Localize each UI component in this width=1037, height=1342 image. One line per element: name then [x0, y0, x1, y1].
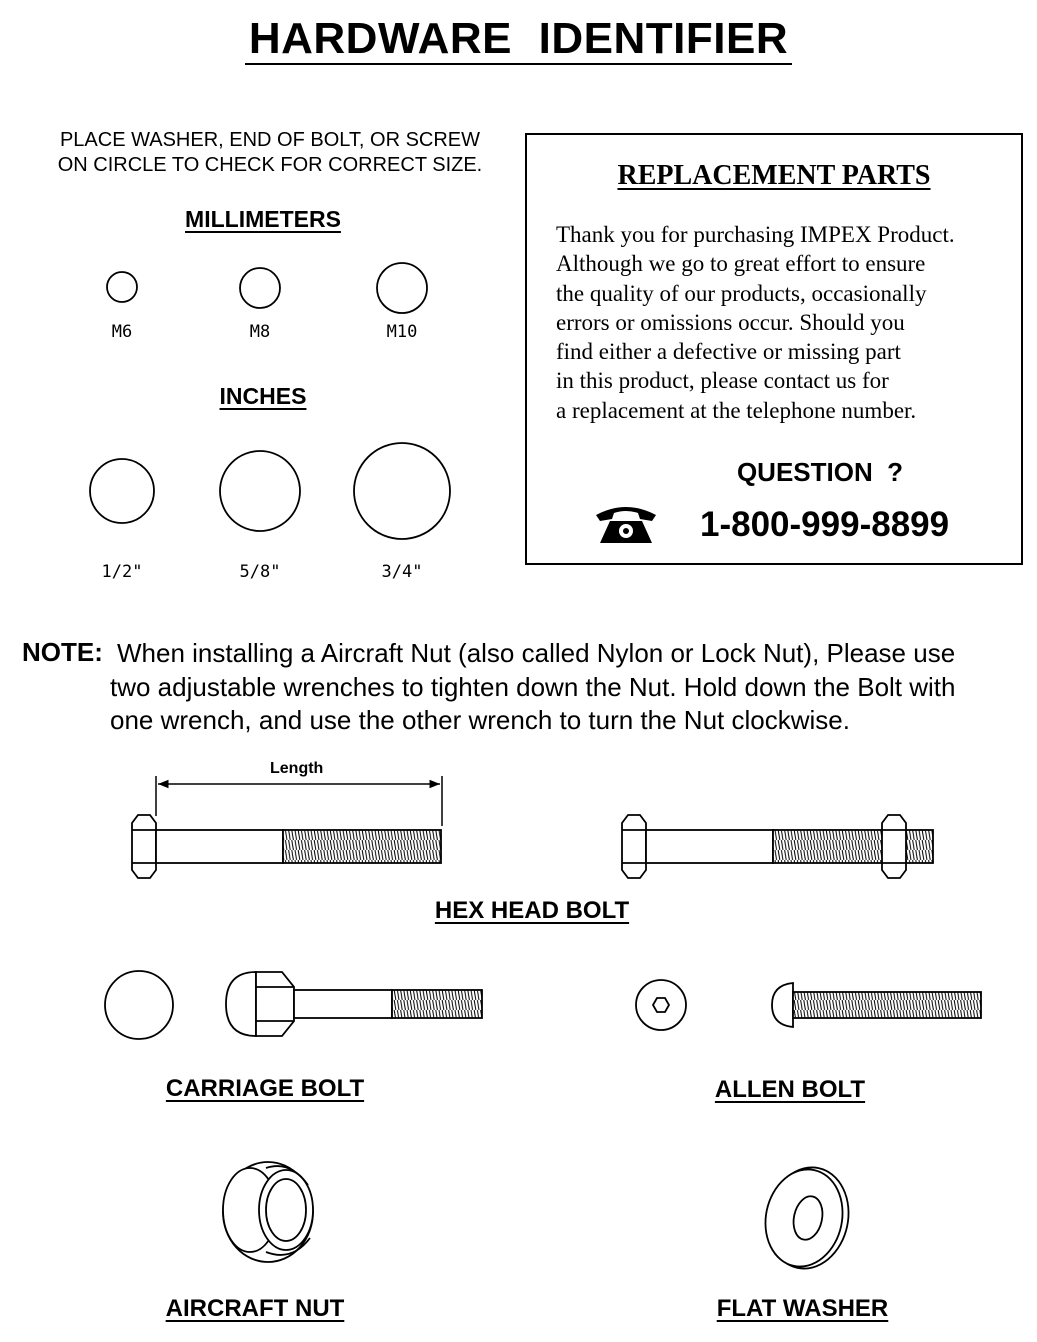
size-label-half-inch: 1/2": [101, 562, 143, 582]
three-quarters-inch-circle: [354, 443, 450, 539]
hex-head-bolt-label: HEX HEAD BOLT: [434, 897, 630, 924]
note-text: When installing a Aircraft Nut (also called Nylon or Lock Nut), Please use two adjustable wrenches to tighten down the Nut. Hold down the Bolt with one wrench, and use the other wrench to turn the Nut clockwise.: [110, 638, 956, 735]
hex-head-bolt-with-nut-drawing: [622, 815, 933, 878]
half-inch-circle: [90, 459, 154, 523]
telephone-icon: [596, 507, 656, 543]
millimeters-heading: MILLIMETERS: [185, 206, 341, 232]
aircraft-nut-drawing: [223, 1162, 313, 1262]
page-title: HARDWARE IDENTIFIER: [0, 14, 1037, 64]
size-label-m8: M8: [249, 322, 271, 342]
size-label-m6: M6: [111, 322, 133, 342]
five-eighths-inch-circle: [220, 451, 300, 531]
allen-bolt-label: ALLEN BOLT: [714, 1076, 866, 1103]
allen-bolt-drawing: [636, 980, 981, 1030]
question-label: QUESTION ?: [736, 457, 904, 487]
size-check-instructions: PLACE WASHER, END OF BOLT, OR SCREW ON CIRCLE TO CHECK FOR CORRECT SIZE.: [57, 129, 483, 176]
flat-washer-drawing: [757, 1160, 858, 1276]
size-label-five-eighths-inch: 5/8": [239, 562, 281, 582]
note-label: NOTE:: [22, 637, 103, 667]
length-label: Length: [270, 760, 324, 777]
size-label-m10: M10: [386, 322, 418, 342]
carriage-bolt-drawing: [105, 971, 482, 1039]
inches-heading: INCHES: [219, 383, 307, 409]
length-dimension: [156, 776, 442, 826]
replacement-parts-heading: REPLACEMENT PARTS: [617, 160, 931, 191]
replacement-parts-text: Thank you for purchasing IMPEX Product. Although we go to great effort to ensure the quality of our products, occasionally errors or omissions occur. Should you find either a defective or missing part in this product, please contact us for a replacement at the telephone number.: [556, 222, 955, 423]
m10-circle: [377, 263, 427, 313]
aircraft-nut-label: AIRCRAFT NUT: [165, 1295, 345, 1322]
m6-circle: [107, 272, 137, 302]
hex-head-bolt-drawing: [132, 815, 441, 878]
m8-circle: [240, 268, 280, 308]
flat-washer-label: FLAT WASHER: [716, 1295, 889, 1322]
carriage-bolt-label: CARRIAGE BOLT: [165, 1075, 365, 1102]
size-label-three-quarters-inch: 3/4": [381, 562, 423, 582]
phone-number[interactable]: 1-800-999-8899: [700, 505, 950, 544]
